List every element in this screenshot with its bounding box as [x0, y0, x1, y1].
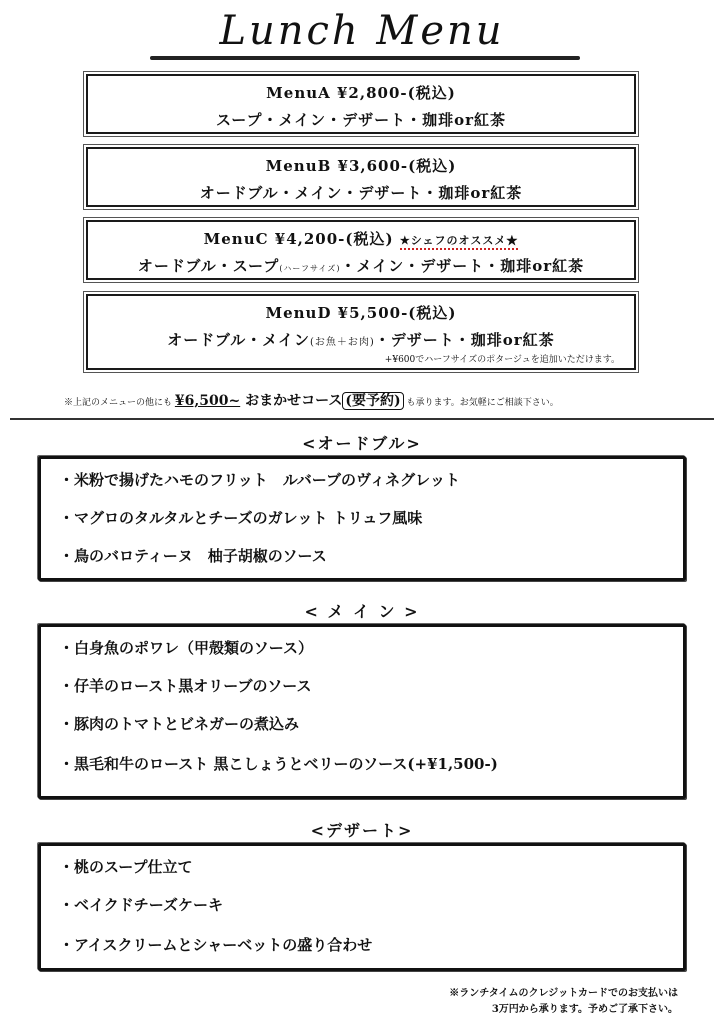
page-title: Lunch Menu: [219, 8, 505, 54]
list-item: ・仔羊のロースト黒オリーブのソース: [59, 677, 312, 695]
payment-note: [278, 986, 678, 1018]
list-item: ・鳥のバロティーヌ 柚子胡椒のソース: [59, 547, 327, 565]
menu-d-courses-b: ・デザート・珈琲or紅茶: [374, 331, 555, 349]
list-item: ・白身魚のポワレ（甲殻類のソース）: [59, 639, 313, 657]
hors-box: [38, 456, 686, 581]
list-item: ・黒毛和牛のロースト 黒こしょうとベリーのソース(+¥1,500-): [59, 755, 498, 773]
title-underline: [150, 56, 580, 60]
menu-d-courses: [88, 329, 634, 350]
fish-meat-note: (お魚＋お肉): [309, 337, 375, 348]
main-heading: < メ イ ン >: [304, 602, 420, 621]
omakase-price: ¥6,500~: [174, 393, 241, 409]
menu-d-courses-a: オードブル・メイン: [167, 331, 310, 349]
menu-c-courses: [88, 255, 634, 276]
payment-note-line1: ※ランチタイムのクレジットカードでのお支払いは: [449, 988, 678, 999]
menu-c-box: [86, 220, 636, 280]
list-item: ・米粉で揚げたハモのフリット ルバーブのヴィネグレット: [59, 471, 460, 489]
omakase-suffix: も承ります。お気軽にご相談下さい。: [406, 398, 559, 408]
omakase-prefix: ※上記のメニューの他にも: [64, 398, 173, 408]
dessert-box: [38, 843, 686, 971]
menu-c-price: MenuC ¥4,200-(税込): [203, 230, 394, 248]
menu-a-box: [86, 74, 636, 134]
menu-d-price: MenuD ¥5,500-(税込): [265, 304, 457, 322]
chef-recommend-badge: ★シェフのオススメ★: [400, 234, 519, 250]
list-item: ・ベイクドチーズケーキ: [59, 896, 223, 914]
list-item: ・マグロのタルタルとチーズのガレット トリュフ風味: [59, 509, 423, 527]
list-item: ・豚肉のトマトとビネガーの煮込み: [59, 715, 300, 733]
menu-a-courses: スープ・メイン・デザート・珈琲or紅茶: [215, 111, 507, 129]
omakase-note: [64, 390, 664, 410]
section-divider: [10, 418, 714, 420]
menu-a-price: MenuA ¥2,800-(税込): [266, 84, 456, 102]
menu-b-box: [86, 147, 636, 207]
payment-note-line2: 3万円から承ります。予めご了承下さい。: [491, 1004, 678, 1015]
menu-d-box: [86, 294, 636, 370]
list-item: ・桃のスープ仕立て: [59, 858, 193, 876]
main-box: [38, 624, 686, 799]
omakase-reserve: (要予約): [342, 392, 403, 410]
list-item: ・アイスクリームとシャーベットの盛り合わせ: [59, 936, 373, 954]
menu-b-courses: オードブル・メイン・デザート・珈琲or紅茶: [199, 184, 523, 202]
menu-c-header: [88, 228, 634, 249]
omakase-course: おまかせコース: [245, 393, 343, 409]
potage-note: +¥600でハーフサイズのポタージュを追加いただけます。: [384, 355, 620, 365]
hors-heading: <オードブル>: [302, 434, 422, 453]
menu-c-courses-a: オードブル・スープ: [137, 257, 280, 275]
dessert-heading: <デザート>: [310, 821, 414, 840]
half-size-note: (ハーフサイズ): [279, 264, 341, 273]
menu-b-price: MenuB ¥3,600-(税込): [265, 157, 457, 175]
menu-c-courses-b: ・メイン・デザート・珈琲or紅茶: [340, 257, 585, 275]
